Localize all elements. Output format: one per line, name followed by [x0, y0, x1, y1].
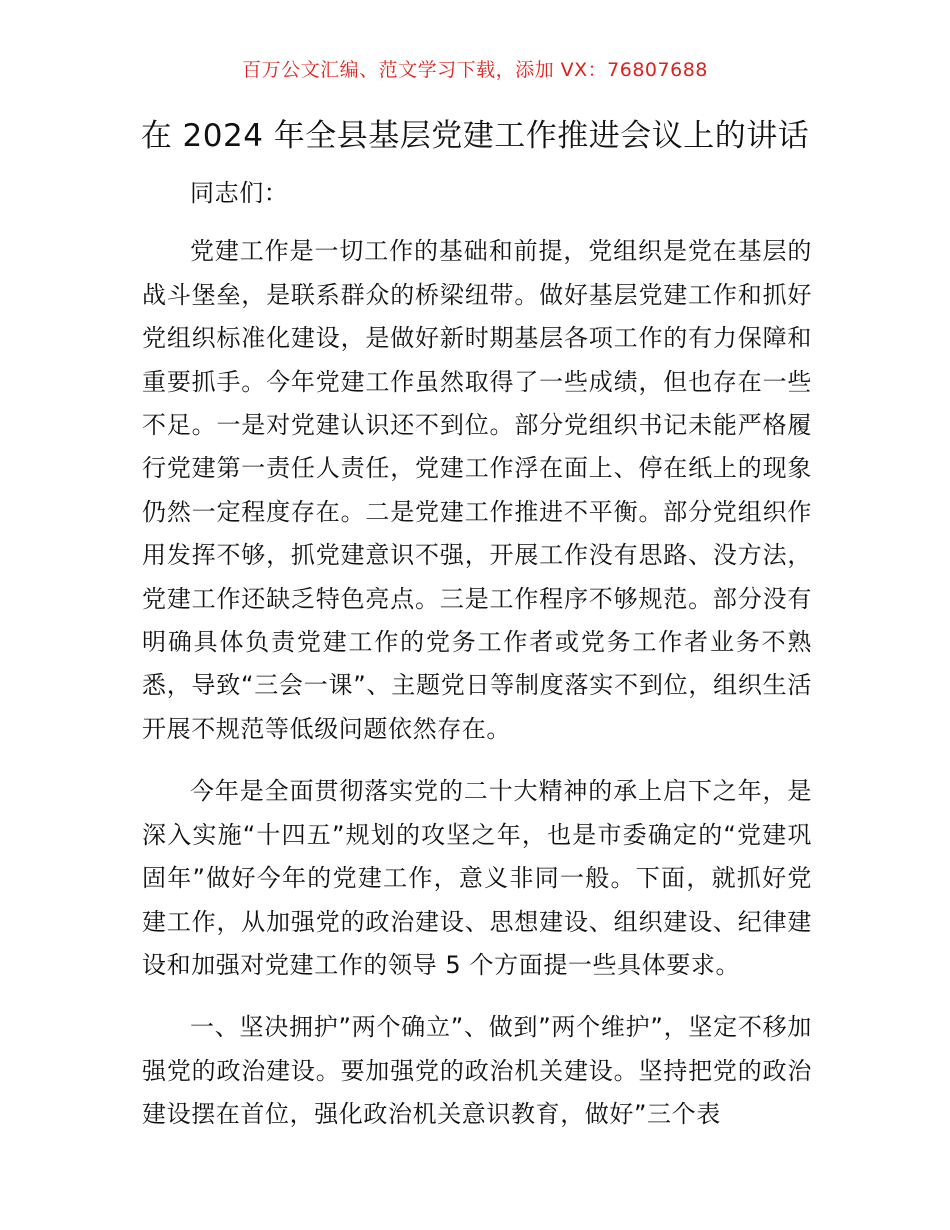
document-title: 在 2024 年全县基层党建工作推进会议上的讲话	[140, 118, 810, 154]
salutation: 同志们：	[190, 179, 289, 207]
paragraph-3: 一、坚决拥护”两个确立”、做到”两个维护”，坚定不移加强党的政治建设。要加强党的政治机关建设。坚持把党的政治建设摆在首位，强化政治机关意识教育，做好”三个表	[142, 1013, 812, 1129]
paragraph-2: 今年是全面贯彻落实党的二十大精神的承上启下之年，是深入实施“十四五”规划的攻坚之年，也是市委确定的“党建巩固年”做好今年的党建工作，意义非同一般。下面，就抓好党建工作，从加强党的政治建设、思想建设、组织建设、纪律建设和加强对党建工作的领导 5 个方面提一些具体要求。	[142, 777, 812, 979]
paragraph-1: 党建工作是一切工作的基础和前提，党组织是党在基层的战斗堡垒，是联系群众的桥梁纽带。做好基层党建工作和抓好党组织标准化建设，是做好新时期基层各项工作的有力保障和重要抓手。今年党建工作虽然取得了一些成绩，但也存在一些不足。一是对党建认识还不到位。部分党组织书记未能严格履行党建第一责任人责任，党建工作浮在面上、停在纸上的现象仍然一定程度存在。二是党建工作推进不平衡。部分党组织作用发挥不够，抓党建意识不强，开展工作没有思路、没方法，党建工作还缺乏特色亮点。三是工作程序不够规范。部分没有明确具体负责党建工作的党务工作者或党务工作者业务不熟悉，导致“三会一课”、主题党日等制度落实不到位，组织生活开展不规范等低级问题依然存在。	[142, 237, 812, 743]
document-body	[142, 172, 812, 1156]
header-watermark-note: 百万公文汇编、范文学习下载，添加 VX：76807688	[242, 59, 708, 81]
